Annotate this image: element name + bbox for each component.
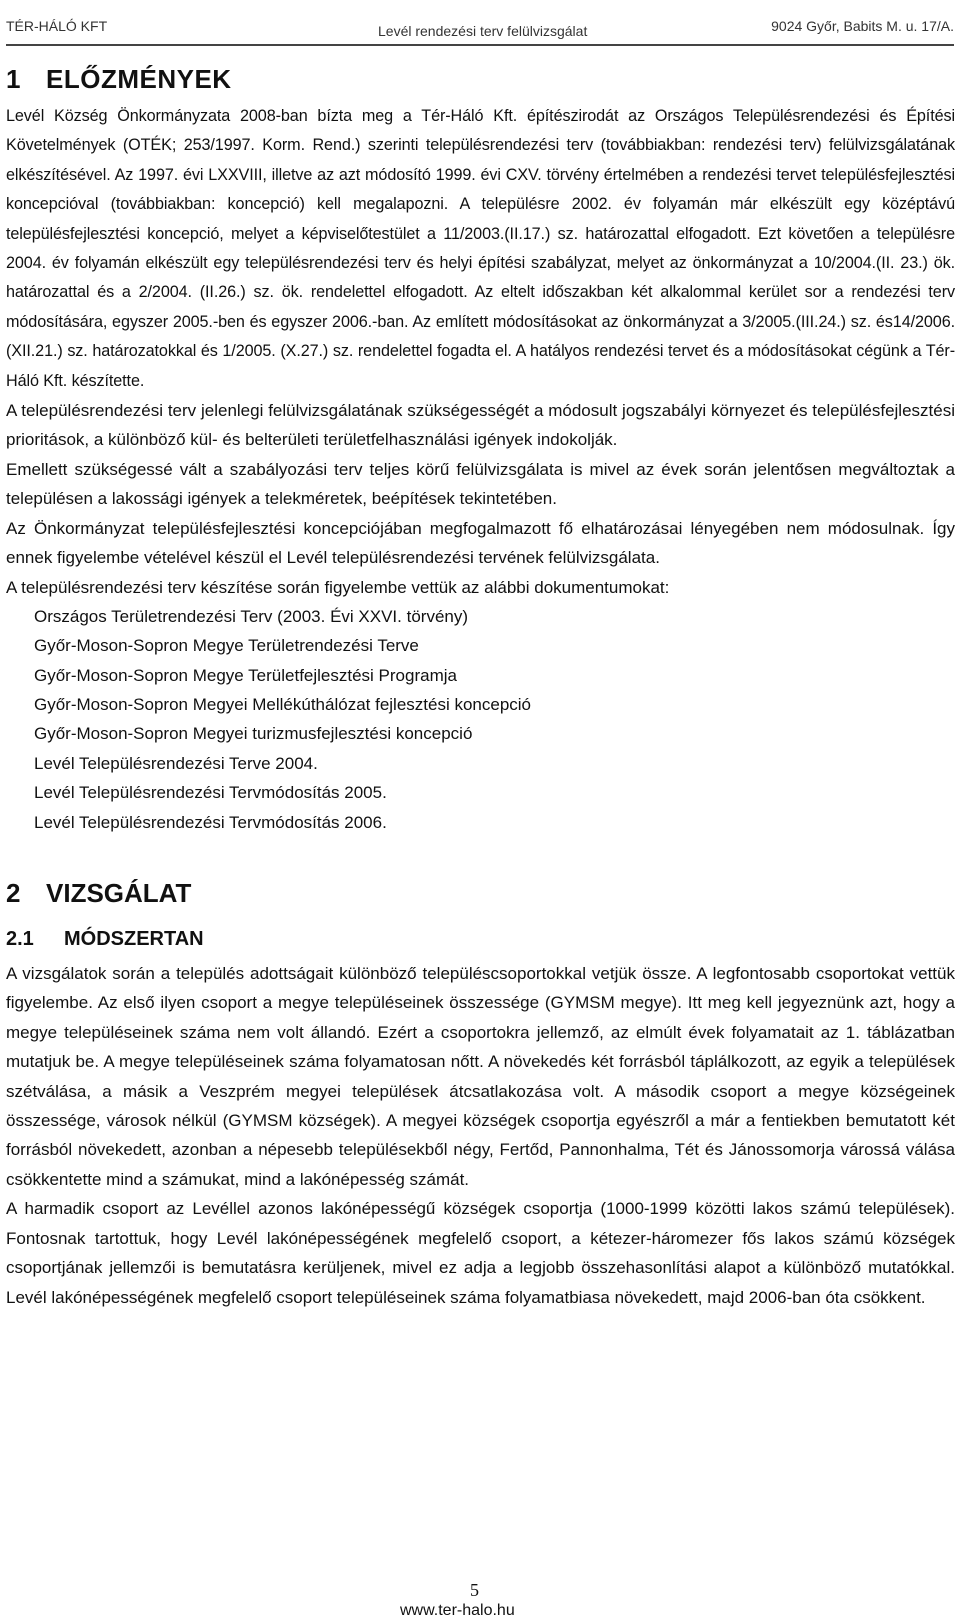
list-item: Győr-Moson-Sopron Megyei turizmusfejlesztési koncepció <box>34 724 473 744</box>
section-2 <box>6 871 955 1312</box>
header-divider <box>6 44 954 46</box>
section-2-title: VIZSGÁLAT <box>46 878 192 909</box>
section-1-heading <box>6 60 955 102</box>
list-item: Győr-Moson-Sopron Megye Területrendezési Terve <box>34 636 419 656</box>
subsection-2-1-heading <box>6 919 955 959</box>
documents-list <box>6 602 955 837</box>
section-1-number: 1 <box>6 64 21 94</box>
list-item: Levél Településrendezési Terve 2004. <box>34 753 318 773</box>
section-2-heading <box>6 871 955 919</box>
section-1-paragraph-2: A településrendezési terv jelenlegi felülvizsgálatának szükségességét a módosult jogszabályi környezet és településfejlesztési prioritások, a különböző kül- és belterületi területfelhasználási igények indokolják. <box>6 401 955 450</box>
list-item: Győr-Moson-Sopron Megye Területfejlesztési Programja <box>34 665 457 685</box>
section-1-title: ELŐZMÉNYEK <box>46 64 232 94</box>
documents-intro: A településrendezési terv készítése során figyelembe vettük az alábbi dokumentumokat: <box>6 577 670 597</box>
subsection-2-1-title: MÓDSZERTAN <box>64 928 204 951</box>
section-1-paragraph-4: Az Önkormányzat településfejlesztési koncepciójában megfogalmazott fő elhatározásai lényegében nem módosulnak. Így ennek figyelembe vételével készül el Levél településrendezési tervének felülvizsgálata. <box>6 518 955 568</box>
section-2-paragraph-1: A vizsgálatok során a település adottságait különböző településcsoportokkal vetjük össze. A legfontosabb csoportokat vettük figyelembe. Az első ilyen csoport a megye településeinek összessége (GYMSM megye). Itt meg kell jegyeznünk azt, hogy a megye településeinek száma nem volt állandó. Ezért a csoportokra jellemző, az elmúlt évek folyamatait az 1. táblázatban mutatjuk be. A megye településeinek száma folyamatosan nőtt. A növekedés két forrásból táplálkozott, az egyik a települések szétválása, a másik a Veszprém megyei települések átcsatlakozása volt. A második csoport a megye községeinek összessége, városok nélkül (GYMSM községek). A megyei községek csoportja egyészről a már a fentiekben bemutatott két forrásból növekedett, azonban a népesebb településekből négy, Fertőd, Pannonhalma, Tét és Jánossomorja várossá válása csökkentette mind a számukat, mind a lakónépesség számát. <box>6 964 955 1189</box>
section-2-number: 2 <box>6 878 21 909</box>
page-number: 5 <box>470 1580 479 1600</box>
footer-url[interactable]: www.ter-halo.hu <box>400 1602 515 1619</box>
section-1-paragraph-3: Emellett szükségessé vált a szabályozási terv teljes körű felülvizsgálata is mivel az évek során jelentősen megváltoztak a településen a lakossági igények a telekméretek, beépítések tekintetében. <box>6 459 955 509</box>
subsection-2-1-number: 2.1 <box>6 928 34 951</box>
list-item: Országos Területrendezési Terv (2003. Évi XXVI. törvény) <box>34 606 469 626</box>
header-address: 9024 Győr, Babits M. u. 17/A. <box>771 18 954 34</box>
list-item: Levél Településrendezési Tervmódosítás 2006. <box>34 812 387 832</box>
section-1-paragraph-1: Levél Község Önkormányzata 2008-ban bízta meg a Tér-Háló Kft. építészirodát az Országos Településrendezési és Építési Követelmények (OTÉK; 253/1997. Korm. Rend.) szerinti településrendezési terv (továbbiakban: rendezési terv) felülvizsgálatának elkészítésével. Az 1997. évi LXXVIII, illetve az azt módosító 1999. évi CXV. törvény értelmében a rendezési tervet településfejlesztési koncepcióval (továbbiakban: koncepció) kell megalapozni. A településre 2002. év folyamán már elkészült egy középtávú településfejlesztési koncepció, melyet a képviselőtestület a 11/2003.(II.17.) sz. határozattal elfogadott. Ezt követően a településre 2004. év folyamán elkészült egy településrendezési terv és helyi építési szabályzat, melyet az önkormányzat a 10/2004.(II. 23.) ök. határozattal és a 2/2004. (II.26.) sz. ök. rendelettel elfogadott. Az eltelt időszakban két alkalommal kerület sor a rendezési terv módosítására, egyszer 2005.-ben és egyszer 2006.-ban. Az említett módosításokat az önkormányzat a 3/2005.(III.24.) sz. és14/2006.(XII.21.) sz. határozatokkal és 1/2005. (X.27.) sz. rendelettel fogadta el. A hatályos rendezési tervet és a módosításokat cégünk a Tér-Háló Kft. készítette. <box>6 107 955 390</box>
section-2-paragraph-2: A harmadik csoport az Levéllel azonos lakónépességű községek csoportja (1000-1999 közötti lakos számú települések). Fontosnak tartottuk, hogy Levél lakónépességének megfelelő csoport, a kétezer-háromezer fős lakos számú községek csoportjának jellemzői is bemutatásra kerüljenek, mivel ez adja a legjobb összehasonlítási alapot a különböző mutatókkal. Levél lakónépességének megfelelő csoport településeinek száma folyamatbiasa növekedett, majd 2006-ban óta csökkent. <box>6 1199 955 1307</box>
header-company: TÉR-HÁLÓ KFT <box>6 18 108 34</box>
page-content <box>6 60 955 1312</box>
header-document-title: Levél rendezési terv felülvizsgálat <box>378 23 588 39</box>
list-item: Levél Településrendezési Tervmódosítás 2005. <box>34 783 387 803</box>
list-item: Győr-Moson-Sopron Megyei Mellékúthálózat fejlesztési koncepció <box>34 695 532 715</box>
